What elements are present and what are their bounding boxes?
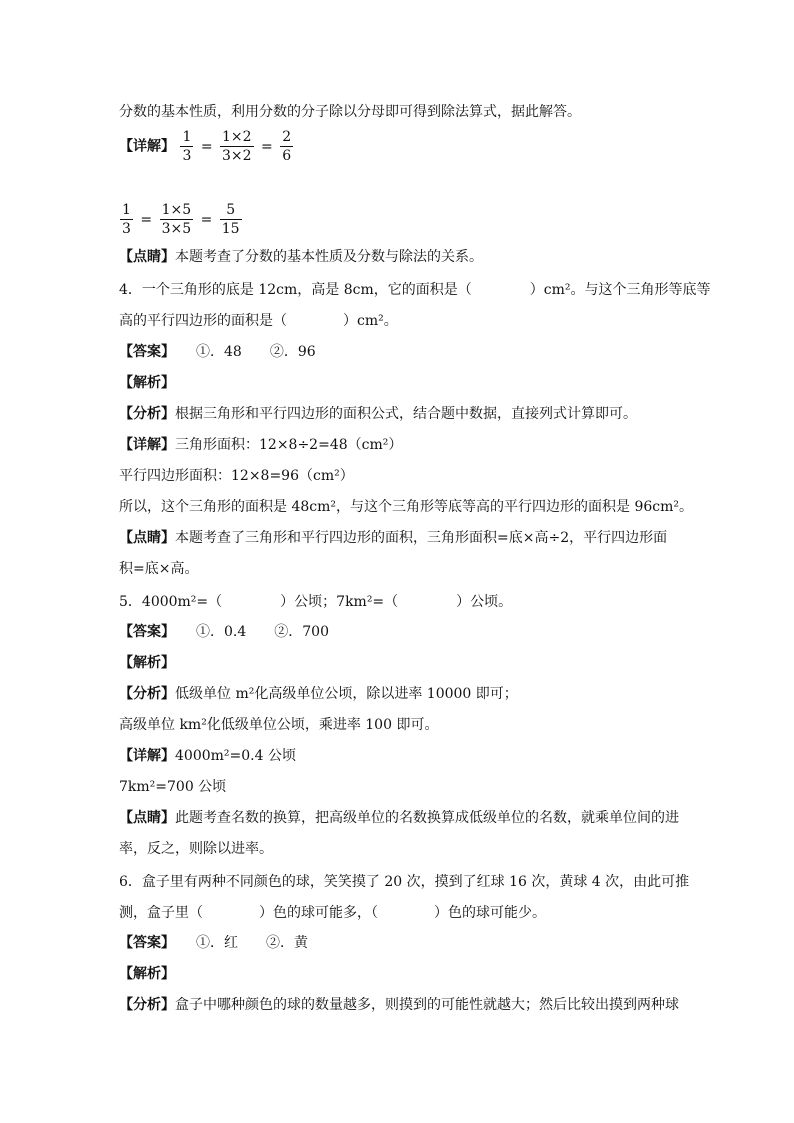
equals-sign: =: [200, 138, 213, 155]
fraction-result: $\frac{5}{15}$: [221, 202, 240, 237]
q5-answer: 【答案】 ①．0.4 ②．700: [119, 624, 329, 640]
fraction-result: $\frac{2}{6}$: [282, 129, 292, 164]
fraction-expanded: $\frac{1\times 2}{3\times 2}$: [222, 129, 252, 164]
q4-detail-3: 所以，这个三角形的面积是 48cm²，与这个三角形等底等高的平行四边形的面积是 96cm²。: [119, 499, 693, 515]
q3-point: 【点睛】本题考查了分数的基本性质及分数与除法的关系。: [119, 249, 483, 265]
q5-detail-2: 7km²=700 公顷: [119, 779, 227, 795]
q4-answer: 【答案】 ①．48 ②．96: [119, 344, 316, 360]
q6-line-1: 6．盒子里有两种不同颜色的球，笑笑摸了 20 次，摸到了红球 16 次，黄球 4 次，由此可推: [119, 874, 690, 890]
q5-analysis-2: 高级单位 km²化低级单位公顷，乘进率 100 即可。: [119, 717, 439, 733]
q6-line-2: 测，盒子里（ ）色的球可能多，（ ）色的球可能少。: [119, 905, 546, 921]
q4-analysis-label: 【解析】: [119, 375, 175, 391]
q4-line-2: 高的平行四边形的面积是（ ）cm²。: [119, 313, 398, 329]
q5-point-1: 【点睛】此题考查名数的换算，把高级单位的名数换算成低级单位的名数，就乘单位间的进: [119, 810, 679, 826]
q4-detail-2: 平行四边形面积：12×8=96（cm²）: [119, 468, 354, 484]
equals-sign: =: [140, 211, 153, 228]
q5-detail-1: 【详解】4000m²=0.4 公顷: [119, 748, 296, 764]
q5-analysis-label: 【解析】: [119, 655, 175, 671]
q4-point-2: 积=底×高。: [119, 561, 199, 577]
q5-analysis-1: 【分析】低级单位 m²化高级单位公顷，除以进率 10000 即可；: [119, 686, 518, 702]
q4-detail-1: 【详解】三角形面积：12×8÷2=48（cm²）: [119, 437, 403, 453]
equals-sign: =: [200, 211, 213, 228]
q6-analysis: 【分析】盒子中哪种颜色的球的数量越多，则摸到的可能性就越大；然后比较出摸到两种球: [119, 997, 679, 1013]
q6-analysis-label: 【解析】: [119, 966, 175, 982]
q5-point-2: 率，反之，则除以进率。: [119, 841, 273, 857]
q4-point-1: 【点睛】本题考查了三角形和平行四边形的面积，三角形面积=底×高÷2，平行四边形面: [119, 530, 668, 546]
fraction-one-third: $\frac{1}{3}$: [182, 129, 192, 164]
detail-label: 【详解】: [119, 138, 175, 155]
q4-line-1: 4．一个三角形的底是 12cm，高是 8cm，它的面积是（ ）cm²。与这个三角形等底等: [119, 282, 711, 298]
equals-sign: =: [261, 138, 273, 155]
fraction-equation-2: [119, 201, 689, 238]
fraction-one-third: $\frac{1}{3}$: [122, 202, 131, 237]
q5-line-1: 5．4000m²=（ ）公顷；7km²=（ ）公顷。: [119, 594, 513, 610]
q6-answer: 【答案】 ①．红 ②．黄: [119, 935, 308, 951]
intro-line: 分数的基本性质，利用分数的分子除以分母即可得到除法算式，据此解答。: [119, 104, 581, 120]
fraction-expanded: $\frac{1\times 5}{3\times 5}$: [161, 202, 192, 237]
q4-analysis: 【分析】根据三角形和平行四边形的面积公式，结合题中数据，直接列式计算即可。: [119, 406, 637, 422]
fraction-equation-1: [119, 128, 689, 165]
